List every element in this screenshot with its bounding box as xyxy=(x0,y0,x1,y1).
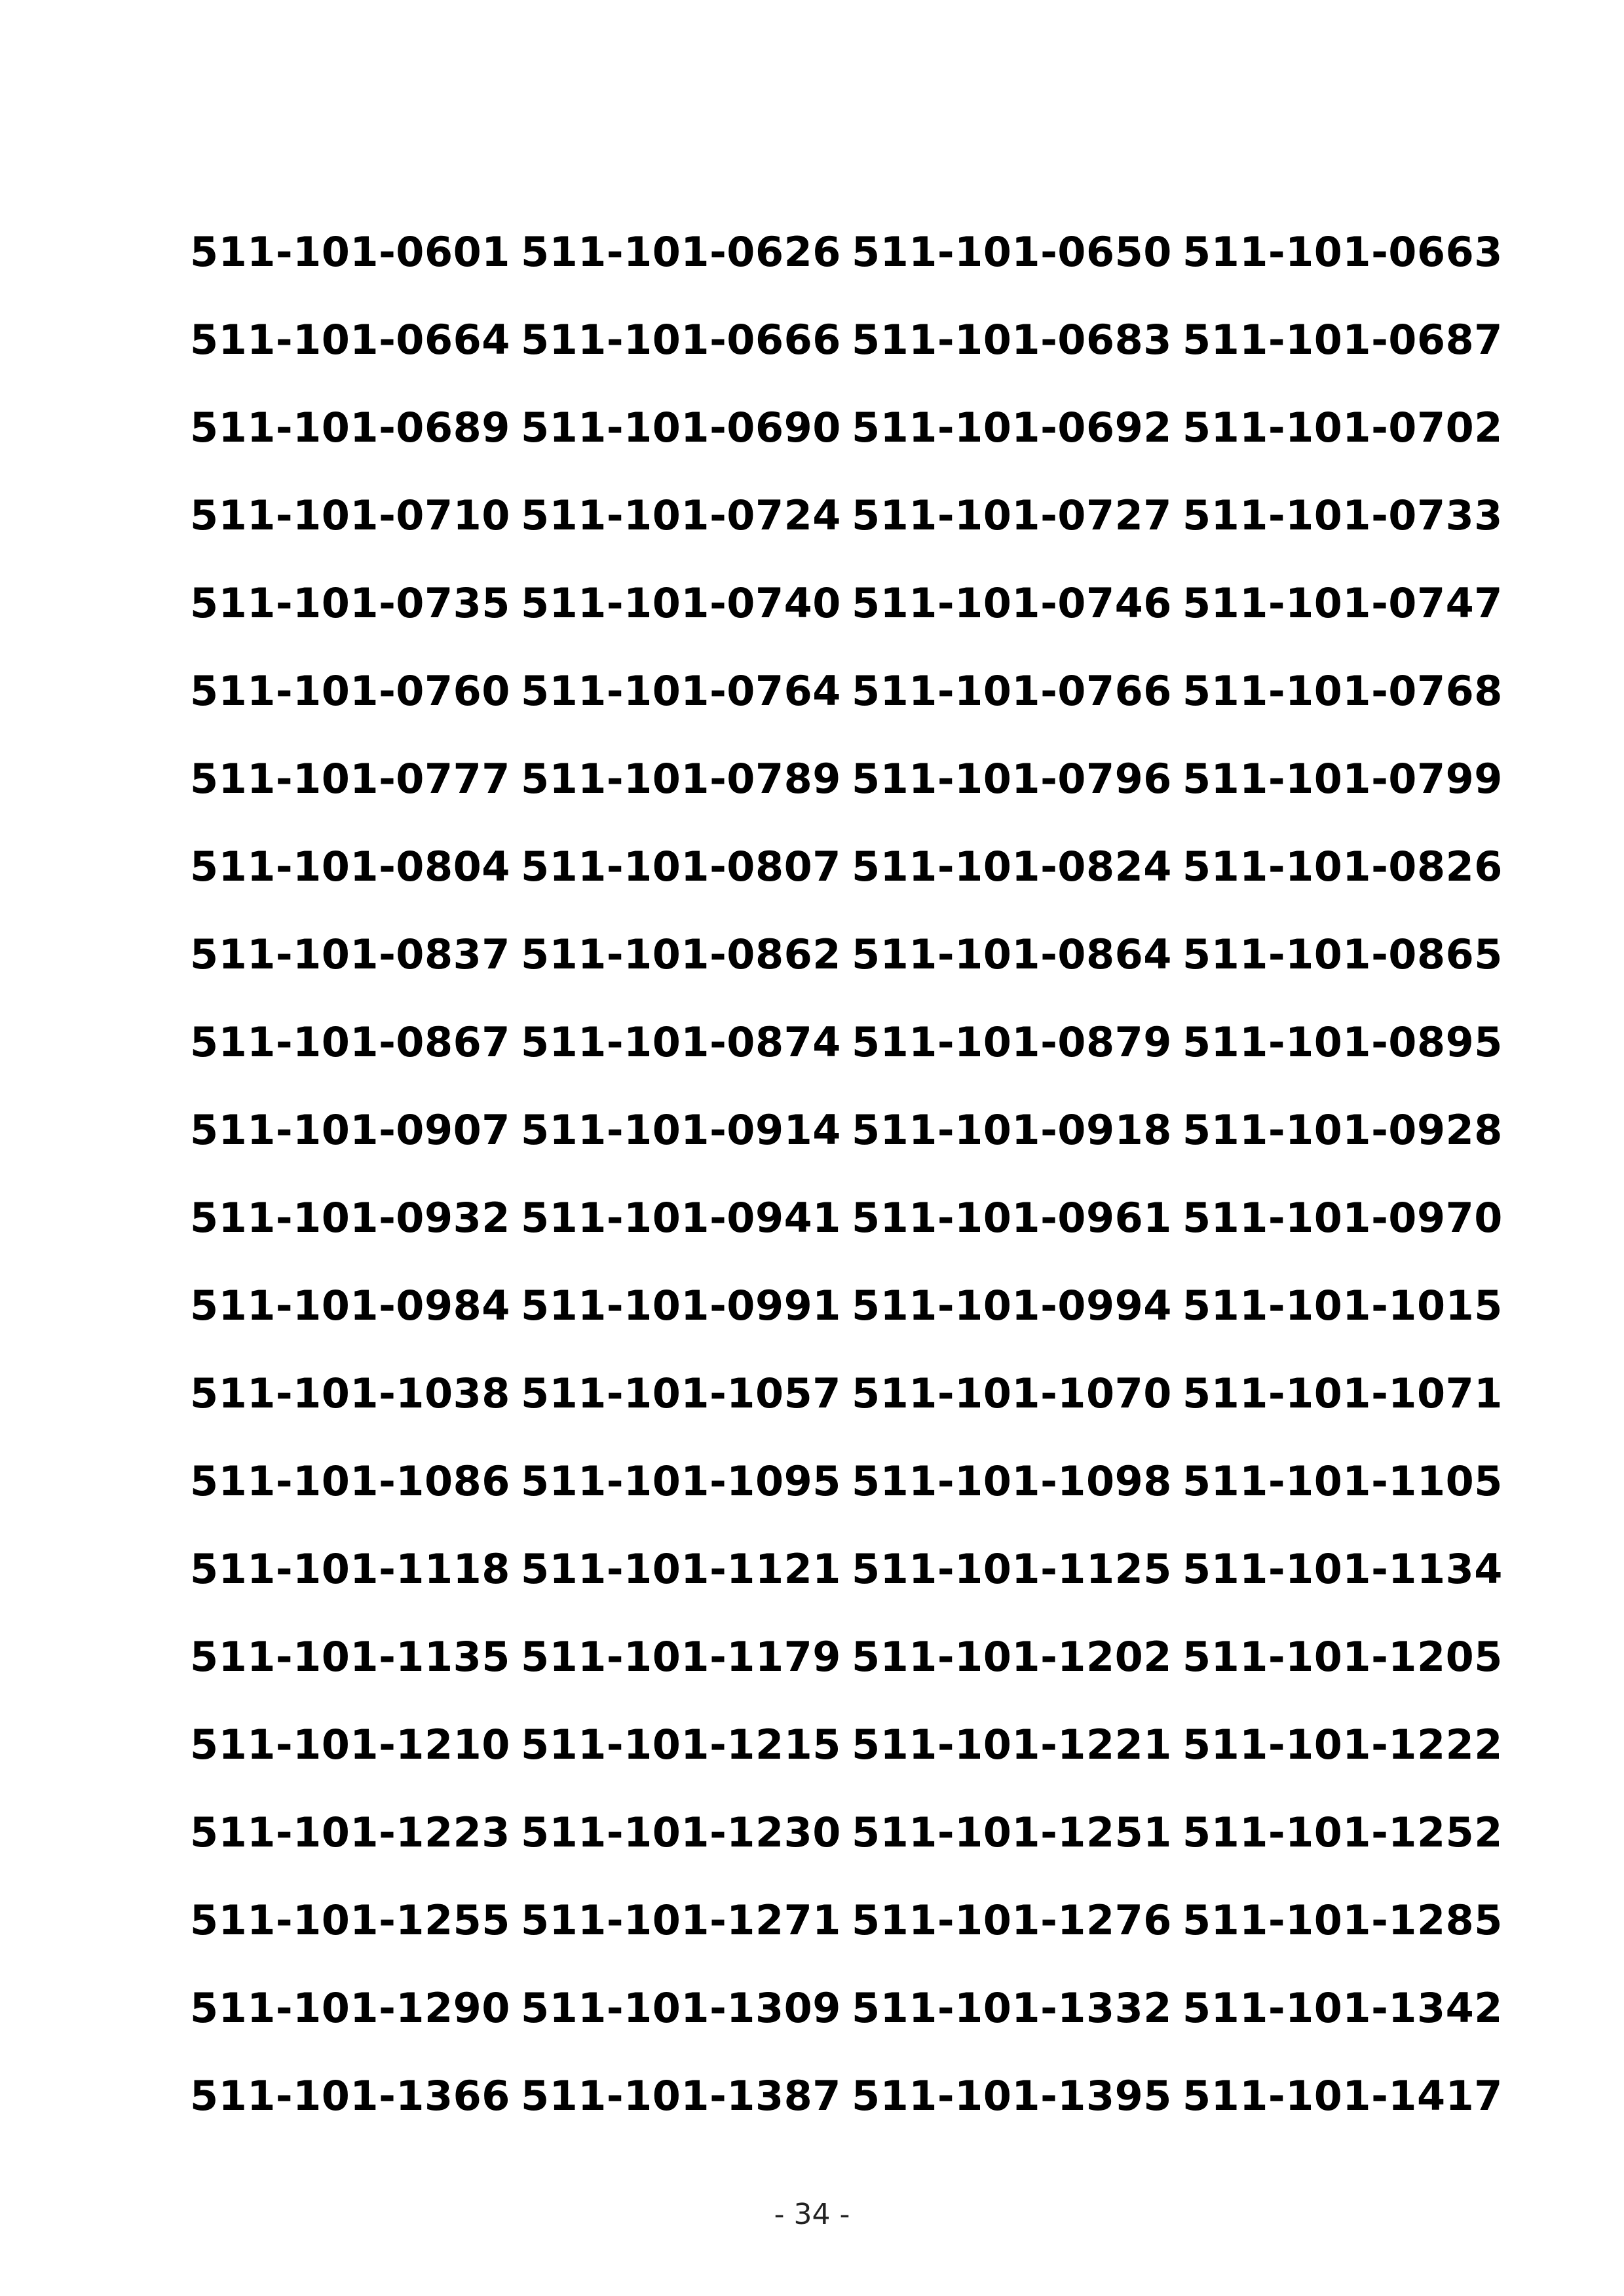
code-entry: 511-101-1098 xyxy=(852,1457,1172,1505)
code-entry: 511-101-1125 xyxy=(852,1545,1172,1593)
code-entry: 511-101-0760 xyxy=(190,667,510,715)
code-entry: 511-101-1276 xyxy=(852,1896,1172,1944)
code-entry: 511-101-1105 xyxy=(1182,1457,1503,1505)
code-entry: 511-101-1342 xyxy=(1182,1984,1503,2032)
code-entry: 511-101-0984 xyxy=(190,1282,510,1330)
code-entry: 511-101-1230 xyxy=(521,1808,841,1856)
code-entry: 511-101-0733 xyxy=(1182,491,1503,539)
code-entry: 511-101-1221 xyxy=(852,1721,1172,1769)
code-entry: 511-101-1332 xyxy=(852,1984,1172,2032)
code-list-grid xyxy=(190,223,1503,2154)
code-entry: 511-101-1118 xyxy=(190,1545,510,1593)
code-entry: 511-101-0928 xyxy=(1182,1106,1503,1154)
code-entry: 511-101-0690 xyxy=(521,404,841,451)
code-entry: 511-101-1271 xyxy=(521,1896,841,1944)
code-entry: 511-101-0914 xyxy=(521,1106,841,1154)
page-number: - 34 - xyxy=(774,2198,850,2231)
code-entry: 511-101-1205 xyxy=(1182,1633,1503,1681)
code-entry: 511-101-1251 xyxy=(852,1808,1172,1856)
code-entry: 511-101-1179 xyxy=(521,1633,841,1681)
code-entry: 511-101-1071 xyxy=(1182,1369,1503,1417)
code-entry: 511-101-0746 xyxy=(852,579,1172,627)
code-entry: 511-101-1202 xyxy=(852,1633,1172,1681)
code-entry: 511-101-0865 xyxy=(1182,930,1503,978)
code-entry: 511-101-0740 xyxy=(521,579,841,627)
code-entry: 511-101-0864 xyxy=(852,930,1172,978)
code-entry: 511-101-0777 xyxy=(190,755,510,803)
code-entry: 511-101-0867 xyxy=(190,1018,510,1066)
code-entry: 511-101-0768 xyxy=(1182,667,1503,715)
code-entry: 511-101-0907 xyxy=(190,1106,510,1154)
code-entry: 511-101-0663 xyxy=(1182,228,1503,276)
code-entry: 511-101-1309 xyxy=(521,1984,841,2032)
code-entry: 511-101-1255 xyxy=(190,1896,510,1944)
code-entry: 511-101-1290 xyxy=(190,1984,510,2032)
code-entry: 511-101-0724 xyxy=(521,491,841,539)
code-entry: 511-101-0970 xyxy=(1182,1194,1503,1242)
code-entry: 511-101-0666 xyxy=(521,316,841,364)
code-entry: 511-101-0735 xyxy=(190,579,510,627)
code-entry: 511-101-0687 xyxy=(1182,316,1503,364)
code-entry: 511-101-0766 xyxy=(852,667,1172,715)
code-entry: 511-101-0862 xyxy=(521,930,841,978)
code-entry: 511-101-0807 xyxy=(521,843,841,890)
code-entry: 511-101-1095 xyxy=(521,1457,841,1505)
code-entry: 511-101-0837 xyxy=(190,930,510,978)
code-entry: 511-101-0879 xyxy=(852,1018,1172,1066)
code-entry: 511-101-0664 xyxy=(190,316,510,364)
code-entry: 511-101-1223 xyxy=(190,1808,510,1856)
code-entry: 511-101-0789 xyxy=(521,755,841,803)
code-entry: 511-101-0994 xyxy=(852,1282,1172,1330)
code-entry: 511-101-1210 xyxy=(190,1721,510,1769)
code-entry: 511-101-0692 xyxy=(852,404,1172,451)
code-entry: 511-101-1252 xyxy=(1182,1808,1503,1856)
code-entry: 511-101-1417 xyxy=(1182,2072,1503,2120)
code-entry: 511-101-0683 xyxy=(852,316,1172,364)
code-entry: 511-101-0932 xyxy=(190,1194,510,1242)
code-entry: 511-101-0895 xyxy=(1182,1018,1503,1066)
code-entry: 511-101-0796 xyxy=(852,755,1172,803)
code-entry: 511-101-0689 xyxy=(190,404,510,451)
code-entry: 511-101-0824 xyxy=(852,843,1172,890)
code-entry: 511-101-0918 xyxy=(852,1106,1172,1154)
code-entry: 511-101-0702 xyxy=(1182,404,1503,451)
code-entry: 511-101-0747 xyxy=(1182,579,1503,627)
code-entry: 511-101-1395 xyxy=(852,2072,1172,2120)
code-entry: 511-101-1135 xyxy=(190,1633,510,1681)
code-entry: 511-101-0961 xyxy=(852,1194,1172,1242)
code-entry: 511-101-1038 xyxy=(190,1369,510,1417)
code-entry: 511-101-1134 xyxy=(1182,1545,1503,1593)
code-entry: 511-101-1086 xyxy=(190,1457,510,1505)
code-entry: 511-101-1057 xyxy=(521,1369,841,1417)
code-entry: 511-101-1285 xyxy=(1182,1896,1503,1944)
code-entry: 511-101-1015 xyxy=(1182,1282,1503,1330)
code-entry: 511-101-0874 xyxy=(521,1018,841,1066)
code-entry: 511-101-0710 xyxy=(190,491,510,539)
code-entry: 511-101-1387 xyxy=(521,2072,841,2120)
code-entry: 511-101-0826 xyxy=(1182,843,1503,890)
code-entry: 511-101-0941 xyxy=(521,1194,841,1242)
code-entry: 511-101-0799 xyxy=(1182,755,1503,803)
code-entry: 511-101-0601 xyxy=(190,228,510,276)
code-entry: 511-101-0764 xyxy=(521,667,841,715)
code-entry: 511-101-1222 xyxy=(1182,1721,1503,1769)
code-entry: 511-101-0991 xyxy=(521,1282,841,1330)
code-entry: 511-101-1070 xyxy=(852,1369,1172,1417)
code-entry: 511-101-1366 xyxy=(190,2072,510,2120)
code-entry: 511-101-1215 xyxy=(521,1721,841,1769)
code-entry: 511-101-1121 xyxy=(521,1545,841,1593)
code-entry: 511-101-0626 xyxy=(521,228,841,276)
code-entry: 511-101-0650 xyxy=(852,228,1172,276)
code-entry: 511-101-0727 xyxy=(852,491,1172,539)
code-entry: 511-101-0804 xyxy=(190,843,510,890)
